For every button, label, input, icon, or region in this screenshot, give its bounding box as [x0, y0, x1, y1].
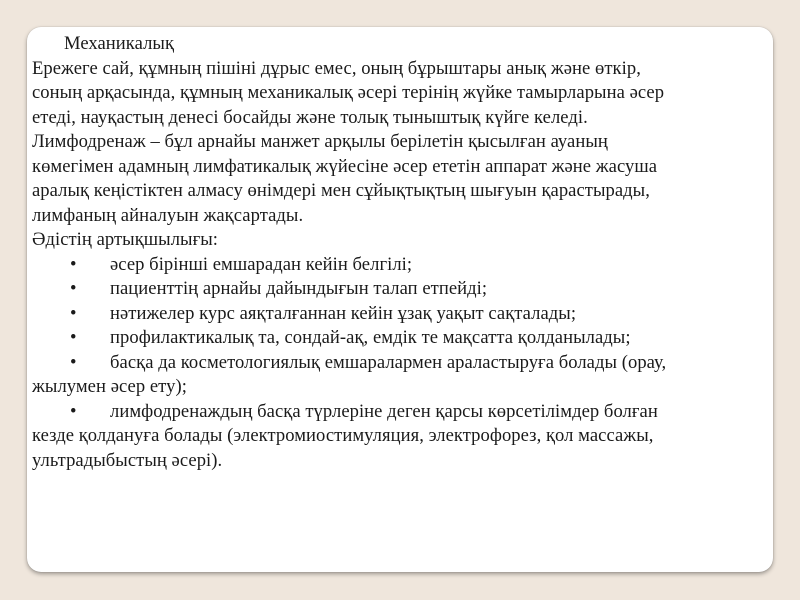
- list-item-continuation: кезде қолдануға болады (электромиостимуляция, электрофорез, қол массажы,: [32, 425, 654, 446]
- list-item-text: әсер бірінші емшарадан кейін белгілі;: [110, 253, 413, 275]
- paragraph-line: көмегімен адамның лимфатикалық жүйесіне әсер ететін аппарат және жасуша: [32, 155, 658, 177]
- paragraph-line: соның арқасында, құмның механикалық әсері терінің жүйке тамырларына әсер: [32, 82, 665, 103]
- list-item-text: нәтижелер курс аяқталғаннан кейін ұзақ уақыт сақталады;: [110, 302, 577, 324]
- paragraph-line: Ережеге сай, құмның пішіні дұрыс емес, оның бұрыштары анық және өткір,: [32, 57, 641, 79]
- list-item-continuation: ультрадыбыстың әсері).: [32, 449, 223, 471]
- section-heading: Механикалық: [64, 33, 175, 54]
- list-item-text: профилактикалық та, сондай-ақ, емдік те мақсатта қолданылады;: [110, 327, 631, 348]
- bullet-icon: •: [70, 278, 77, 299]
- list-item: [32, 400, 777, 425]
- list-item: [32, 351, 777, 376]
- document-text: [32, 32, 777, 473]
- list-item: [32, 326, 777, 351]
- paragraph-line: лимфаның айналуын жақсартады.: [32, 204, 304, 226]
- list-item: [32, 277, 777, 302]
- paragraph-line: аралық кеңістіктен алмасу өнімдері мен сұйықтықтың шығуын қарастырады,: [32, 180, 650, 201]
- list-item-continuation: жылумен әсер ету);: [32, 376, 187, 397]
- paragraph-line: етеді, науқастың денесі босайды және толық тыныштық күйге келеді.: [32, 106, 588, 128]
- bullet-icon: •: [70, 327, 77, 348]
- list-item-text: лимфодренаждың басқа түрлеріне деген қарсы көрсетілімдер болған: [110, 400, 658, 422]
- list-item-text: пациенттің арнайы дайындығын талап етпейді;: [110, 278, 488, 299]
- list-item: [32, 253, 777, 278]
- advantages-title: Әдістің артықшылығы:: [32, 229, 219, 250]
- paragraph-line: Лимфодренаж – бұл арнайы манжет арқылы берілетін қысылған ауаның: [32, 131, 608, 152]
- bullet-icon: •: [70, 302, 77, 324]
- bullet-icon: •: [70, 351, 77, 373]
- bullet-icon: •: [70, 400, 77, 422]
- bullet-icon: •: [70, 253, 77, 275]
- list-item-text: басқа да косметологиялық емшаралармен араластыруға болады (орау,: [110, 351, 667, 373]
- list-item: [32, 302, 777, 327]
